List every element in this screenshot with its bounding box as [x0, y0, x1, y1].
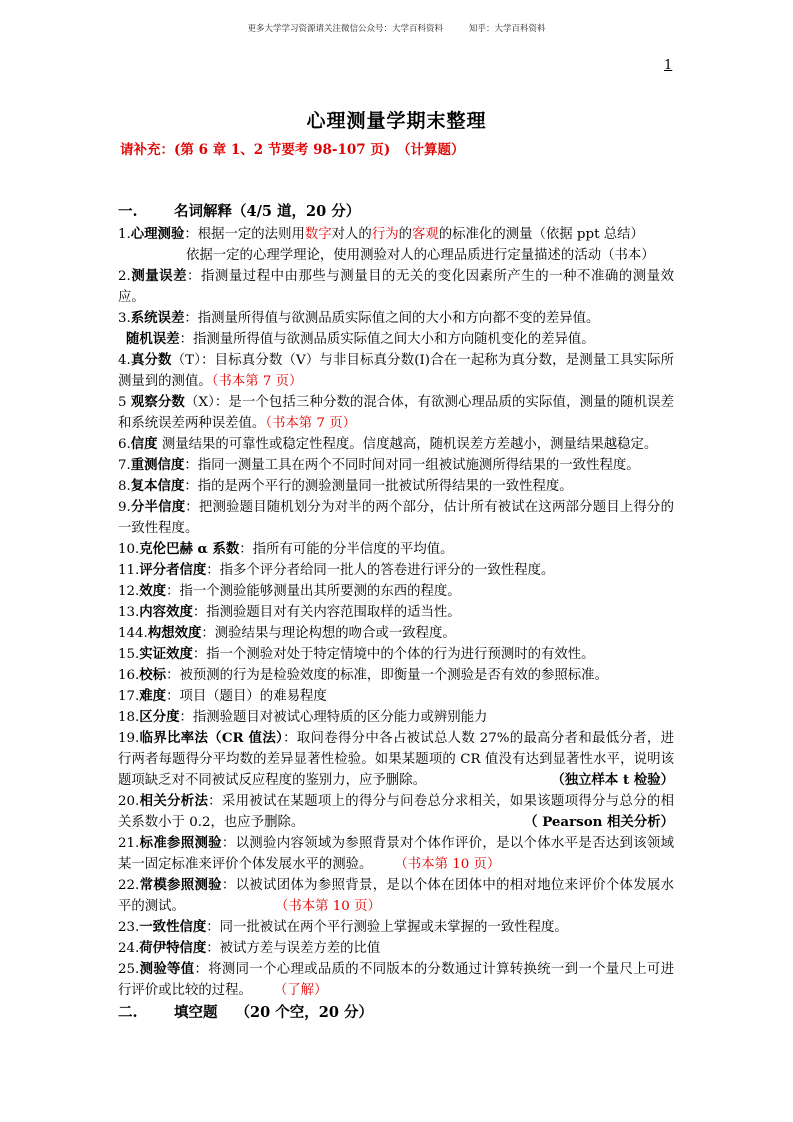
item-number: 12. [118, 584, 140, 599]
term-name: 评分者信度 [139, 562, 207, 578]
term-item-7 [118, 455, 674, 476]
term-item-13 [118, 602, 674, 623]
term-name: 标准参照测验 [139, 835, 222, 851]
term-name: 真分数 [130, 352, 172, 368]
term-name: 信度 [130, 436, 158, 452]
term-item-1-alt: 依据一定的心理学理论，使用测验对人的心理品质进行定量描述的活动（书本） [186, 248, 655, 263]
definition-text: ：指测验题目对被试心理特质的区分能力或辨别能力 [179, 710, 488, 725]
section-heading-2 [118, 1001, 674, 1025]
item-number: 17. [118, 689, 140, 704]
item-number: 22. [118, 878, 140, 893]
term-name: 构想效度 [147, 625, 202, 641]
item-number: 4. [118, 353, 131, 368]
term-item-6 [118, 434, 674, 455]
item-number: 11. [118, 563, 140, 578]
definition-text: ：指测量所得值与欲测品质实际值之间大小和方向随机变化的差异值。 [179, 332, 595, 347]
page-number: 1 [664, 58, 673, 73]
item-number: 25. [118, 962, 140, 977]
item-number: 7. [118, 458, 131, 473]
term-name: 校标 [139, 667, 167, 683]
term-item-4 [118, 350, 674, 392]
term-name: 复本信度 [130, 478, 185, 494]
section-sub: （20 个空，20 分） [235, 1004, 373, 1021]
item-number: 6. [118, 437, 131, 452]
highlight-word: 行为 [371, 227, 399, 242]
book-reference: （书本第 7 页） [211, 374, 303, 389]
definition-text: ：指一个测验对处于特定情境中的个体的行为进行预测时的有效性。 [192, 647, 595, 662]
term-item-1 [118, 224, 674, 245]
term-name: 心理测验 [130, 226, 185, 242]
term-item-24 [118, 938, 674, 959]
term-item-3b [118, 329, 674, 350]
term-item-21 [118, 833, 674, 875]
definition-text: ：测验结果与理论构想的吻合或一致程度。 [201, 626, 456, 641]
definition-text: （T）：目标真分数（V）与非目标真分数(I)合在一起称为真分数，是测量工具实际所测量到的测值。 [118, 353, 675, 389]
term-item-9 [118, 497, 674, 539]
definition-text: 的 [398, 227, 412, 242]
book-reference: （书本第 7 页） [265, 416, 356, 431]
item-number: 19. [118, 731, 140, 746]
term-item-10 [118, 539, 674, 560]
section-label: 填空题 [174, 1004, 218, 1021]
term-item-3 [118, 308, 674, 329]
term-item-17 [118, 686, 674, 707]
term-name: 荷伊特信度 [139, 940, 207, 956]
item-number: 16. [118, 668, 140, 683]
definition-text: ：指测验题目对有关内容范围取样的适当性。 [192, 605, 461, 620]
item-number: 9. [118, 500, 131, 515]
section-heading-1 [118, 200, 674, 224]
term-name: 测量误差 [130, 268, 188, 284]
book-reference: （了解） [273, 983, 328, 998]
term-name: 常模参照测验 [139, 877, 222, 893]
document-body [118, 200, 674, 1025]
section-label: 名词解释 [174, 203, 232, 220]
term-name: 测验等值 [139, 961, 195, 977]
header-left-text: 更多大学学习资源请关注微信公众号：大学百科资料 [247, 24, 443, 34]
term-name: 观察分数 [130, 394, 185, 410]
definition-text: 的标准化的测量（依据 ppt 总结） [438, 227, 644, 242]
term-item-25 [118, 959, 674, 1001]
highlight-word: 客观 [411, 227, 439, 242]
item-number: 5 [118, 395, 131, 410]
term-name: 相关分析法 [139, 793, 209, 809]
term-item-8 [118, 476, 674, 497]
section-sub: （4/5 道，20 分） [232, 203, 361, 220]
term-item-15 [118, 644, 674, 665]
method-tag: （ Pearson 相关分析） [524, 814, 674, 830]
item-number: 21. [118, 836, 140, 851]
definition-text: ：指的是两个平行的测验测量同一批被试所得结果的一致性程度。 [184, 479, 573, 494]
term-item-20 [118, 791, 674, 833]
method-tag: （独立样本 t 检验） [551, 772, 674, 788]
term-name: 重测信度 [130, 457, 185, 473]
term-name: 效度 [139, 583, 167, 599]
definition-text: ：指多个评分者给同一批人的答卷进行评分的一致性程度。 [206, 563, 555, 578]
item-number: 24. [118, 941, 140, 956]
item-number: 18. [118, 710, 140, 725]
definition-text: 对人的 [331, 227, 372, 242]
term-name: 内容效度 [139, 604, 193, 620]
term-name: 区分度 [139, 709, 180, 725]
definition-text: ：将测同一个心理或品质的不同版本的分数通过计算转换统一到一个量尺上可进行评价或比较的过程。 [118, 962, 675, 998]
item-number: 3. [118, 311, 131, 326]
term-item-23 [118, 917, 674, 938]
item-number: 1. [118, 227, 131, 242]
term-item-2 [118, 266, 674, 308]
term-item-11 [118, 560, 674, 581]
definition-text: （X）：是一个包括三种分数的混合体，有欲测心理品质的实际值，测量的随机误差和系统误差两种误差值。 [118, 395, 675, 431]
highlight-word: 数字 [304, 227, 332, 242]
page-header [0, 22, 793, 34]
exam-note: 请补充：(第 6 章 1、2 节要考 98-107 页) （计算题） [120, 142, 465, 158]
definition-text: ：指测量过程中由那些与测量目的无关的变化因素所产生的一种不准确的测量效应。 [118, 269, 675, 305]
term-name: 难度 [139, 688, 167, 704]
definition-text: ：把测验题目随机划分为对半的两个部分，估计所有被试在这两部分题目上得分的一致性程度。 [118, 500, 675, 536]
term-item-16 [118, 665, 674, 686]
definition-text: ：取问卷得分中各占被试总人数 27%的最高分者和最低分者，进行两者每题得分平均数的差异显著性检验。如果某题项的 CR 值没有达到显著性水平，说明该题项缺乏对不同被试反应程度的鉴别力，应予删除。 [118, 731, 674, 788]
definition-text: ：被预测的行为是检验效度的标准，即衡量一个测验是否有效的参照标准。 [166, 668, 608, 683]
item-number: 13. [118, 605, 140, 620]
item-number: 15. [118, 647, 140, 662]
term-name: 随机误差 [126, 331, 180, 347]
term-item-18 [118, 707, 674, 728]
item-number: 2. [118, 269, 131, 284]
term-item-5 [118, 392, 674, 434]
item-number: 10. [118, 542, 140, 557]
term-item-14 [118, 623, 674, 644]
section-number: 一. [118, 203, 138, 220]
item-number: 23. [118, 920, 140, 935]
term-name: 临界比率法（CR 值法） [139, 730, 284, 746]
item-number: 8. [118, 479, 131, 494]
definition-text: ：项目（题目）的难易程度 [166, 689, 327, 704]
definition-text: ：以测验内容领域为参照背景对个体作评价，是以个体水平是否达到该领域某一固定标准来评价个体发展水平的测验。 [118, 836, 675, 872]
term-item-12 [118, 581, 674, 602]
definition-text: ：根据一定的法则用 [184, 227, 305, 242]
term-name: 实证效度 [139, 646, 193, 662]
definition-text: ：采用被试在某题项上的得分与问卷总分求相关，如果该题项得分与总分的相关系数小于 0.2，也应予删除。 [118, 794, 675, 830]
definition-text: ：被试方差与误差方差的比值 [206, 941, 381, 956]
definition-text: ：指测量所得值与欲测品质实际值之间的大小和方向都不变的差异值。 [184, 311, 600, 326]
term-name: 系统误差 [130, 310, 185, 326]
definition-text: ：指所有可能的分半信度的平均值。 [239, 542, 454, 557]
term-name: 克伦巴赫 α 系数 [139, 541, 240, 557]
header-right-text: 知乎：大学百科资料 [469, 24, 546, 34]
item-number: 144. [118, 626, 148, 641]
page-title: 心理测量学期末整理 [306, 110, 487, 132]
definition-text: ：指同一测量工具在两个不同时间对同一组被试施测所得结果的一致性程度。 [184, 458, 640, 473]
book-reference: （书本第 10 页） [394, 857, 501, 872]
definition-text: ：以被试团体为参照背景，是以个体在团体中的相对地位来评价个体发展水平的测试。 [118, 878, 675, 914]
book-reference: （书本第 10 页） [274, 899, 381, 914]
definition-text: ：同一批被试在两个平行测验上掌握或未掌握的一致性程度。 [206, 920, 568, 935]
term-name: 一致性信度 [139, 919, 207, 935]
definition-text: ：指一个测验能够测量出其所要测的东西的程度。 [166, 584, 461, 599]
section-number: 二. [118, 1004, 138, 1021]
item-number: 20. [118, 794, 140, 809]
term-name: 分半信度 [130, 499, 186, 515]
term-item-19 [118, 728, 674, 791]
definition-text: 测量结果的可靠性或稳定性程度。信度越高，随机误差方差越小，测量结果越稳定。 [157, 437, 658, 452]
term-item-22 [118, 875, 674, 917]
